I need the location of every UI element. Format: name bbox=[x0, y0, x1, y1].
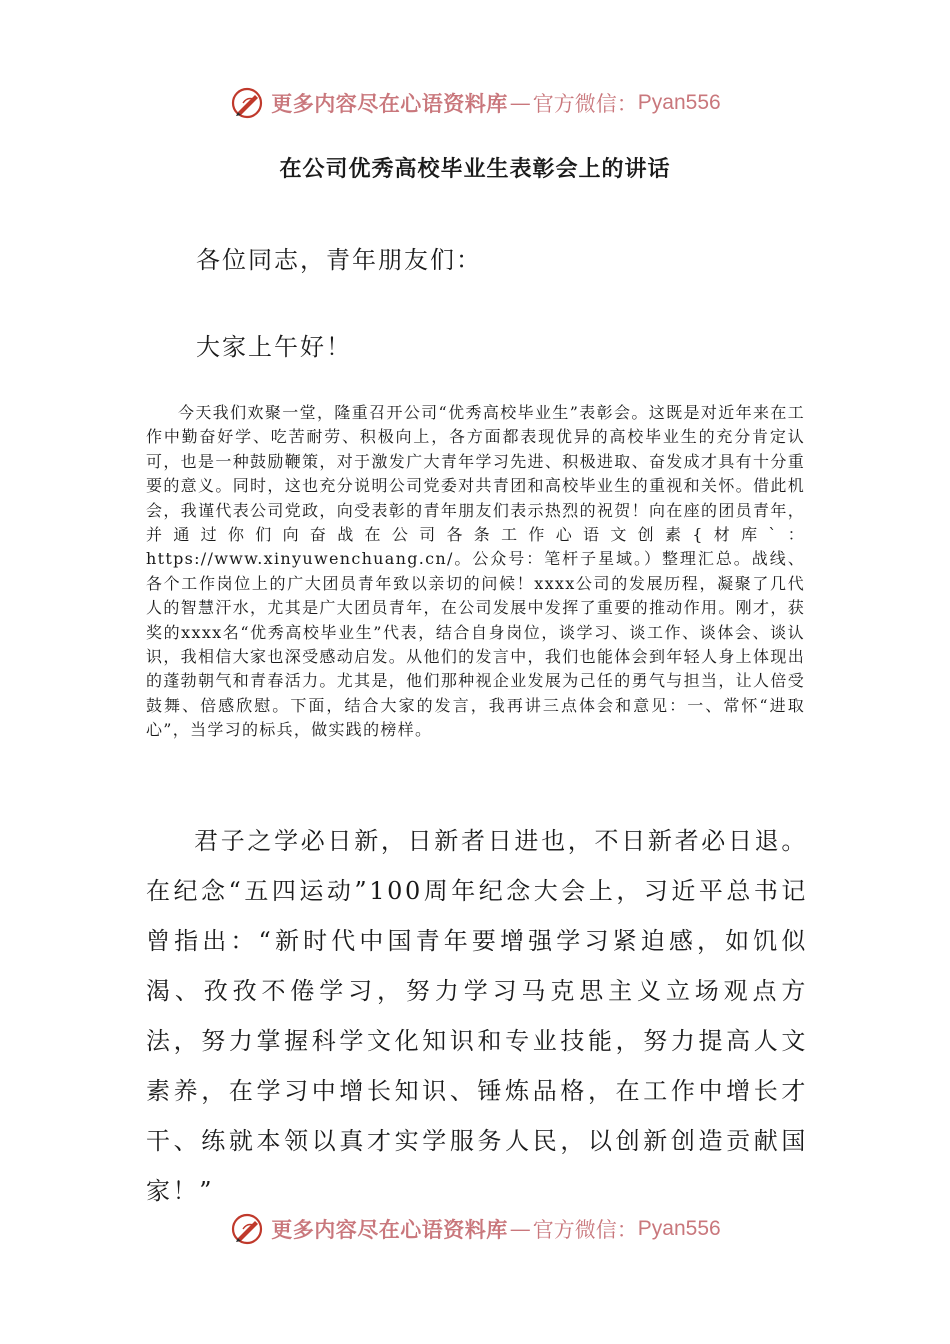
body-paragraph-2: 君子之学必日新，日新者日进也，不日新者必日退。在纪念“五四运动”100周年纪念大会上，习近平总书记曾指出：“新时代中国青年要增强学习紧迫感，如饥似渴、孜孜不倦学习，努力学习马克思主义立场观点方法，努力掌握科学文化知识和专业技能，努力提高人文素养，在学习中增长知识、锤炼品格，在工作中增长才干、练就本领以真才实学服务人民，以创新创造贡献国家！” bbox=[146, 827, 808, 1205]
banner-contact-label: 官方微信： bbox=[532, 92, 638, 116]
banner-brand-text: 更多内容尽在心语资料库 bbox=[271, 1217, 508, 1242]
greeting: 大家上午好！ bbox=[196, 333, 352, 361]
banner-brand-text: 更多内容尽在心语资料库 bbox=[271, 91, 508, 116]
banner-dash: — bbox=[509, 91, 531, 115]
document-title: 在公司优秀高校毕业生表彰会上的讲话 bbox=[279, 156, 671, 182]
salutation: 各位同志，青年朋友们： bbox=[196, 246, 482, 274]
body-paragraph-1: 今天我们欢聚一堂，隆重召开公司“优秀高校毕业生”表彰会。这既是对近年来在工作中勤奋好学、吃苦耐劳、积极向上，各方面都表现优异的高校毕业生的充分肯定认可，也是一种鼓励鞭策，对于激发广大青年学习先进、积极进取、奋发成才具有十分重要的意义。同时，这也充分说明公司党委对共青团和高校毕业生的重视和关怀。借此机会，我谨代表公司党政，向受表彰的青年朋友们表示热烈的祝贺！向在座的团员青年，并通过你们向奋战在公司各条工作心语文创素{材库`：https://www.xinyuwenchuang.cn/。公众号：笔杆子星域。）整理汇总。战线、各个工作岗位上的广大团员青年致以亲切的问候！xxxx公司的发展历程，凝聚了几代人的智慧汗水，尤其是广大团员青年，在公司发展中发挥了重要的推动作用。刚才，获奖的xxxx名“优秀高校毕业生”代表，结合自身岗位，谈学习、谈工作、谈体会、谈认识，我相信大家也深受感动启发。从他们的发言中，我们也能体会到年轻人身上体现出的蓬勃朝气和青春活力。尤其是，他们那种视企业发展为己任的勇气与担当，让人倍受鼓舞、倍感欣慰。下面，结合大家的发言，我再讲三点体会和意见：一、常怀“进取心”，当学习的标兵，做实践的榜样。 bbox=[146, 403, 805, 740]
pen-logo-icon bbox=[229, 85, 265, 121]
header-banner bbox=[0, 81, 950, 125]
banner-contact-id: Pyan556 bbox=[637, 91, 721, 114]
banner-contact-id: Pyan556 bbox=[637, 1217, 721, 1240]
banner-contact-label: 官方微信： bbox=[532, 1218, 638, 1242]
pen-logo-icon bbox=[229, 1211, 265, 1247]
banner-dash: — bbox=[509, 1217, 531, 1241]
footer-banner bbox=[0, 1207, 950, 1251]
